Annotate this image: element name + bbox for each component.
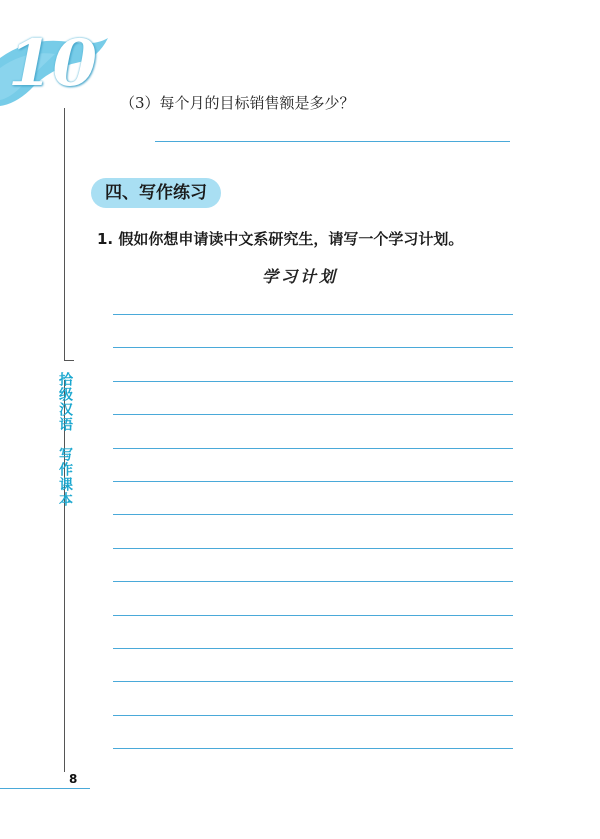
writing-line: [113, 514, 513, 515]
writing-line: [113, 748, 513, 749]
lesson-number: 10: [8, 26, 98, 101]
writing-line: [113, 448, 513, 449]
section-heading: 四、写作练习: [91, 178, 221, 208]
margin-rule-tick: [64, 360, 74, 361]
margin-rule-top: [64, 108, 65, 360]
writing-line: [113, 414, 513, 415]
writing-line: [113, 314, 513, 315]
page-number: 8: [69, 772, 78, 786]
writing-line: [113, 715, 513, 716]
book-title-vertical: 拾级汉语 写作课本: [57, 372, 73, 507]
writing-line: [113, 681, 513, 682]
writing-line: [113, 548, 513, 549]
answer-line: [155, 141, 510, 142]
question-text: （3）每个月的目标销售额是多少？: [120, 94, 355, 112]
page-number-rule: [0, 788, 90, 789]
writing-line: [113, 615, 513, 616]
plan-title: 学习计划: [261, 267, 338, 286]
writing-line: [113, 347, 513, 348]
writing-line: [113, 648, 513, 649]
writing-line: [113, 581, 513, 582]
task-instruction: 1. 假如你想申请读中文系研究生，请写一个学习计划。: [97, 230, 464, 248]
writing-line: [113, 381, 513, 382]
writing-line: [113, 481, 513, 482]
